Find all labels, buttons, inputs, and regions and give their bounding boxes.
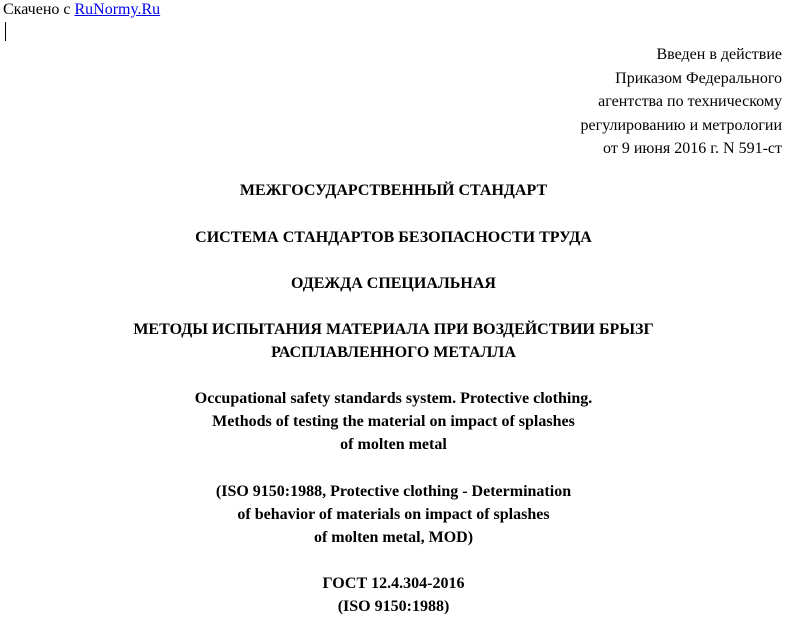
- english-title-line: Occupational safety standards system. Protective clothing.: [194, 390, 593, 407]
- source-line: [3, 0, 160, 20]
- methods-title-line: РАСПЛАВЛЕННОГО МЕТАЛЛА: [271, 344, 516, 361]
- methods-title-line: МЕТОДЫ ИСПЫТАНИЯ МАТЕРИАЛА ПРИ ВОЗДЕЙСТВИИ БРЫЗГ: [133, 321, 654, 338]
- gost-designation: ГОСТ 12.4.304-2016: [322, 575, 465, 592]
- iso-reference-line: of behavior of materials on impact of splashes: [237, 506, 550, 523]
- introduction-line: Приказом Федерального: [615, 69, 782, 87]
- interstate-standard-heading: [0, 179, 787, 202]
- methods-heading: [0, 318, 787, 364]
- introduction-line: от 9 июня 2016 г. N 591-ст: [603, 140, 782, 157]
- source-prefix: Скачено с: [3, 1, 75, 18]
- iso-designation: (ISO 9150:1988): [337, 598, 450, 615]
- english-title-line: of molten metal: [340, 436, 447, 453]
- introduction-line: агентства по техническому: [598, 93, 782, 110]
- clothing-title: ОДЕЖДА СПЕЦИАЛЬНАЯ: [291, 275, 496, 292]
- clothing-heading: [0, 272, 787, 295]
- system-title: СИСТЕМА СТАНДАРТОВ БЕЗОПАСНОСТИ ТРУДА: [195, 229, 592, 246]
- interstate-standard-title: МЕЖГОСУДАРСТВЕННЫЙ СТАНДАРТ: [239, 182, 548, 199]
- iso-reference-line: (ISO 9150:1988, Protective clothing - Determination: [215, 483, 572, 500]
- english-title-line: Methods of testing the material on impact of splashes: [212, 413, 575, 430]
- introduction-line: Введен в действие: [656, 46, 782, 63]
- iso-reference-block: [0, 480, 787, 549]
- iso-reference-line: of molten metal, MOD): [313, 529, 474, 546]
- runormy-link[interactable]: RuNormy.Ru: [74, 1, 161, 18]
- system-heading: [0, 226, 787, 249]
- designation-block: [0, 572, 787, 618]
- introduction-block: [581, 43, 782, 161]
- introduction-line: регулированию и метрологии: [580, 116, 782, 134]
- english-title-block: [0, 387, 787, 456]
- text-cursor: [5, 22, 6, 41]
